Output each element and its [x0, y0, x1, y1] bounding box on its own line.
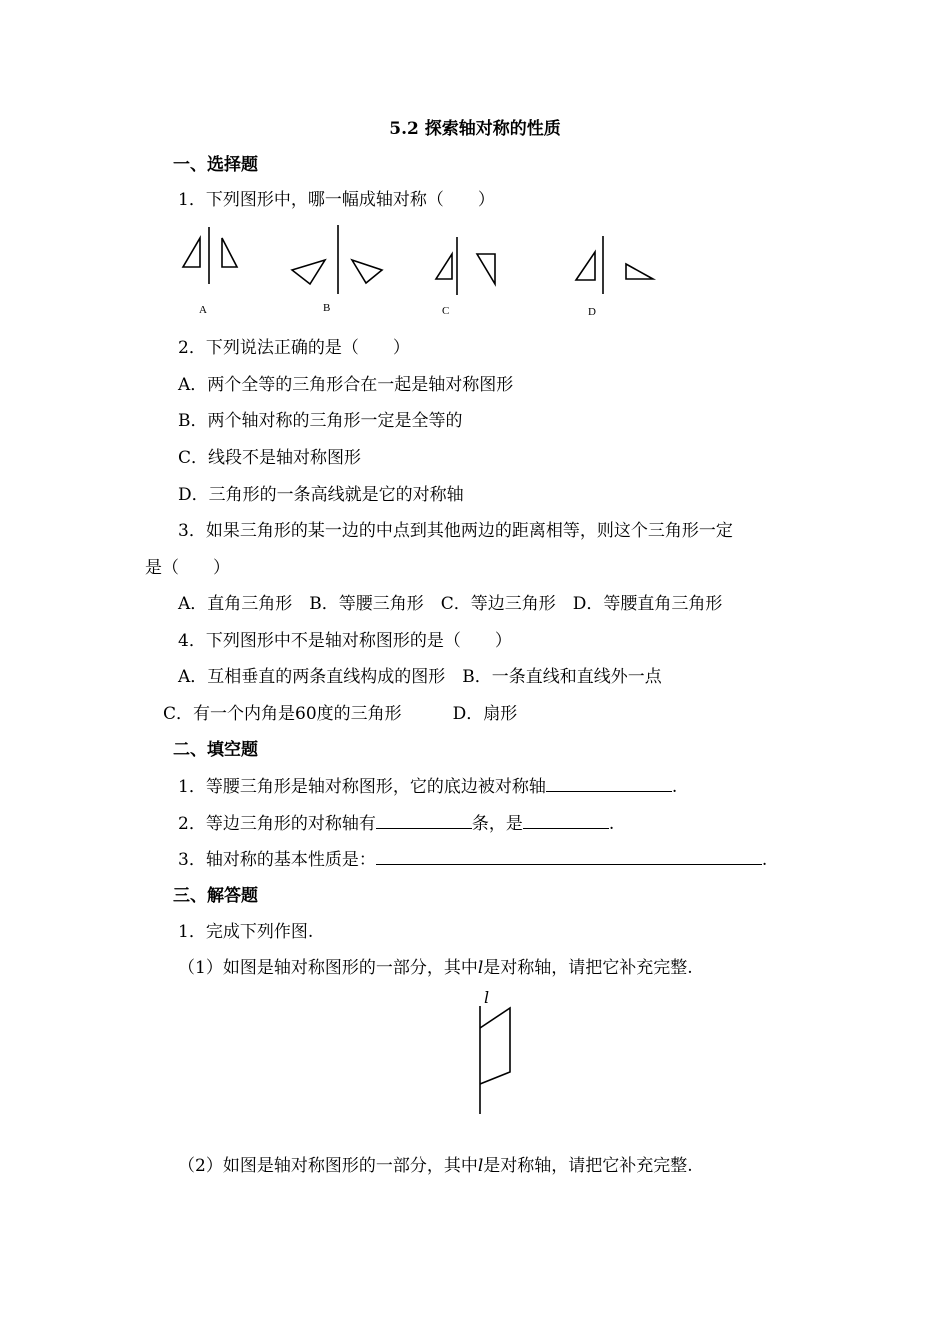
- section-fill: 二、填空题: [173, 740, 258, 760]
- answer-part1-rest: 是对称轴，请把它补充完整.: [483, 958, 693, 978]
- fill-q2-text: 2．等边三角形的对称轴有: [178, 814, 376, 834]
- answer-part2-l: l: [477, 1156, 484, 1176]
- fill-q2-mid: 条，是: [471, 814, 523, 834]
- page-title: 5.2 探索轴对称的性质: [389, 119, 561, 139]
- choice-q2-option-a: A．两个全等的三角形合在一起是轴对称图形: [178, 375, 514, 395]
- figure-c: [436, 237, 495, 295]
- choice-q2-option-b: B．两个轴对称的三角形一定是全等的: [178, 411, 463, 431]
- q4-option-c-number: 60: [295, 704, 317, 724]
- choice-q3-line1: 3．如果三角形的某一边的中点到其他两边的距离相等，则这个三角形一定: [178, 521, 733, 541]
- part1-figure: [470, 988, 520, 1118]
- choice-q4-options-2: [163, 703, 517, 725]
- choice-q2-option-c: C．线段不是轴对称图形: [178, 448, 362, 468]
- choice-q1: 1．下列图形中，哪一幅成轴对称（ ）: [178, 190, 495, 210]
- q4-option-c-rest: 度的三角形 D．扇形: [316, 704, 518, 724]
- answer-part2: [178, 1155, 693, 1177]
- fill-q3-text: 3．轴对称的基本性质是：: [178, 850, 376, 870]
- section-answer: 三、解答题: [173, 886, 258, 906]
- figure-b: [292, 225, 382, 294]
- fill-q1-end: .: [671, 777, 678, 797]
- figure-label-b: B: [323, 302, 331, 314]
- figure-label-a: A: [199, 304, 207, 316]
- fill-q2-blank-1[interactable]: [376, 812, 472, 829]
- answer-part2-text: （2）如图是轴对称图形的一部分，其中: [178, 1156, 478, 1176]
- choice-q3-line2: 是（ ）: [145, 558, 230, 578]
- fill-q1-blank[interactable]: [546, 775, 672, 792]
- fill-q3-end: .: [761, 850, 768, 870]
- fill-q3: [178, 848, 767, 871]
- fill-q3-blank[interactable]: [376, 848, 762, 865]
- answer-part2-rest: 是对称轴，请把它补充完整.: [483, 1156, 693, 1176]
- q4-option-c-text: C．有一个内角是: [163, 704, 296, 724]
- fill-q2-end: .: [608, 814, 615, 834]
- figure-d: [576, 236, 653, 294]
- choice-q3-options: A．直角三角形 B．等腰三角形 C．等边三角形 D．等腰直角三角形: [178, 594, 723, 614]
- figure-a: [183, 227, 237, 284]
- fill-q1: [178, 775, 677, 798]
- axis-label-l: l: [484, 988, 490, 1007]
- choice-q4: 4．下列图形中不是轴对称图形的是（ ）: [178, 631, 512, 651]
- answer-part1-l: l: [477, 958, 484, 978]
- q1-figures: [170, 222, 670, 302]
- section-choice: 一、选择题: [173, 155, 258, 175]
- fill-q2-blank-2[interactable]: [523, 812, 609, 829]
- answer-q1: 1．完成下列作图.: [178, 922, 314, 942]
- choice-q4-options-1: A．互相垂直的两条直线构成的图形 B．一条直线和直线外一点: [178, 667, 662, 687]
- fill-q1-text: 1．等腰三角形是轴对称图形，它的底边被对称轴: [178, 777, 546, 797]
- answer-part1-text: （1）如图是轴对称图形的一部分，其中: [178, 958, 478, 978]
- figure-label-d: D: [588, 306, 596, 318]
- answer-part1: [178, 957, 693, 979]
- fill-q2: [178, 812, 614, 835]
- choice-q2-option-d: D．三角形的一条高线就是它的对称轴: [178, 485, 464, 505]
- choice-q2: 2．下列说法正确的是（ ）: [178, 338, 410, 358]
- figure-label-c: C: [442, 305, 450, 317]
